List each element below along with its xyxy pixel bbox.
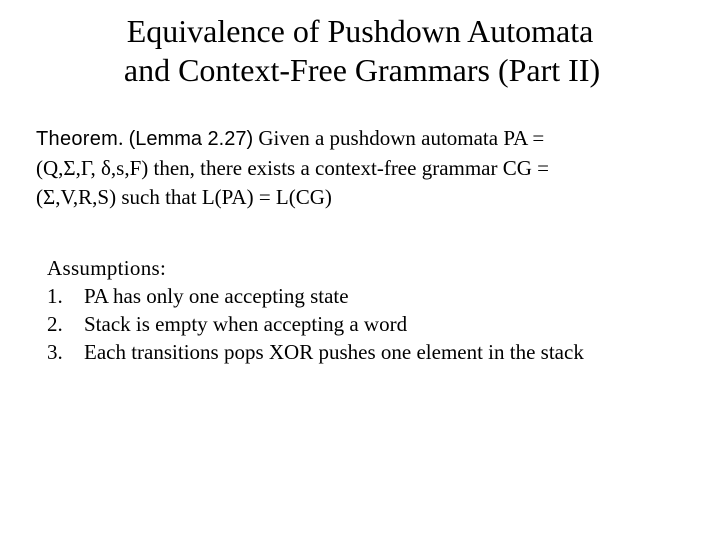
assumption-item [47, 338, 707, 366]
theorem-label-punct: . [118, 126, 124, 150]
assumption-item [47, 282, 707, 310]
assumption-item [47, 310, 707, 338]
theorem-line-1 [36, 124, 706, 154]
slide-title-line-1: Equivalence of Pushdown Automata [126, 13, 594, 49]
theorem-statement [36, 124, 706, 212]
slide-title [0, 12, 720, 90]
theorem-line-3: (Σ,V,R,S) such that L(PA) = L(CG) [36, 185, 332, 209]
assumption-number: 1. [47, 284, 63, 308]
theorem-line-2: (Q,Σ,Γ, δ,s,F) then, there exists a context-free grammar CG = [36, 156, 550, 180]
assumption-list [47, 282, 707, 366]
lemma-reference: (Lemma 2.27) [128, 128, 254, 150]
slide-title-line-2: and Context-Free Grammars (Part II) [123, 52, 601, 88]
theorem-text-1: Given a pushdown automata PA = [253, 126, 545, 150]
assumption-text: Each transitions pops XOR pushes one element in the stack [84, 340, 584, 364]
assumption-text: Stack is empty when accepting a word [84, 312, 408, 336]
assumptions-heading: Assumptions: [47, 256, 167, 280]
assumption-text: PA has only one accepting state [84, 284, 349, 308]
theorem-label: Theorem [36, 128, 119, 150]
assumption-number: 2. [47, 312, 63, 336]
assumption-number: 3. [47, 340, 63, 364]
assumptions-block [47, 254, 707, 366]
